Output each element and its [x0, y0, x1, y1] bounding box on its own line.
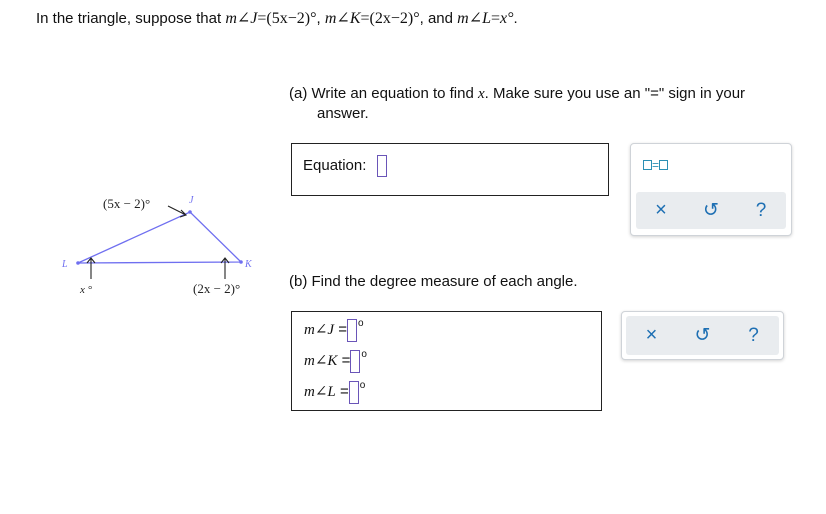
label-k-arrow: [221, 258, 229, 279]
equation-input[interactable]: [377, 155, 387, 177]
equation-tool-bar: [636, 192, 786, 229]
angle-l-expression: m∠L=x°: [457, 10, 514, 27]
template-left-box-icon: [643, 160, 652, 170]
triangle-shape: [78, 212, 241, 263]
angle-k-row: m∠K = $^o$: [304, 349, 367, 373]
help-icon[interactable]: ?: [748, 324, 759, 346]
angle-k-expression: m∠K=(2x−2)°: [324, 10, 420, 27]
angles-tool-bar: [626, 316, 779, 355]
undo-icon[interactable]: ↺: [703, 200, 719, 221]
angle-l-row: m∠L = $^o$: [304, 380, 365, 404]
label-j-expression: (5x − 2)°: [103, 196, 151, 211]
degree-unit: o: [358, 318, 364, 329]
undo-icon[interactable]: ↺: [694, 325, 711, 346]
template-right-box-icon: [659, 160, 668, 170]
vertex-l-label: L: [62, 259, 68, 270]
vertex-j-label: J: [189, 195, 194, 206]
angles-answer-box: [291, 311, 602, 411]
equation-answer-box: [291, 143, 609, 196]
label-j-arrow: [168, 206, 186, 217]
angle-j-row: m∠J = $^o$: [304, 318, 364, 342]
degree-unit: o: [361, 349, 367, 360]
clear-icon[interactable]: ×: [655, 199, 667, 221]
angle-k-input[interactable]: [350, 350, 360, 373]
angles-tool-panel: [621, 311, 784, 360]
vertex-k-label: K: [245, 259, 252, 270]
part-b-prompt: (b) Find the degree measure of each angle.: [289, 273, 578, 290]
triangle-figure: [55, 185, 275, 305]
vertex-k-dot: [239, 260, 243, 264]
vertex-l-dot: [76, 261, 80, 265]
label-k-expression: (2x − 2)°: [193, 281, 241, 296]
label-l-expression: x °: [80, 284, 93, 296]
angle-l-input[interactable]: [349, 381, 359, 404]
label-l-arrow: [87, 258, 95, 279]
equation-label: Equation:: [303, 157, 367, 174]
angle-j-expression: m∠J=(5x−2)°: [225, 10, 317, 27]
clear-icon[interactable]: ×: [645, 324, 658, 346]
equation-tool-panel: [630, 143, 792, 236]
equation-template-button[interactable]: =: [643, 158, 668, 172]
angle-j-input[interactable]: [347, 319, 357, 342]
degree-unit: o: [359, 380, 366, 391]
vertex-j-dot: [188, 210, 192, 214]
help-icon[interactable]: ?: [755, 199, 767, 221]
problem-statement: In the triangle, suppose that m∠J=(5x−2)°, m∠K=(2x−2)°, and m∠L=x°.: [36, 10, 518, 27]
part-a-prompt: (a) Write an equation to find x. Make sure you use an "=" sign in your answer.: [289, 85, 746, 122]
